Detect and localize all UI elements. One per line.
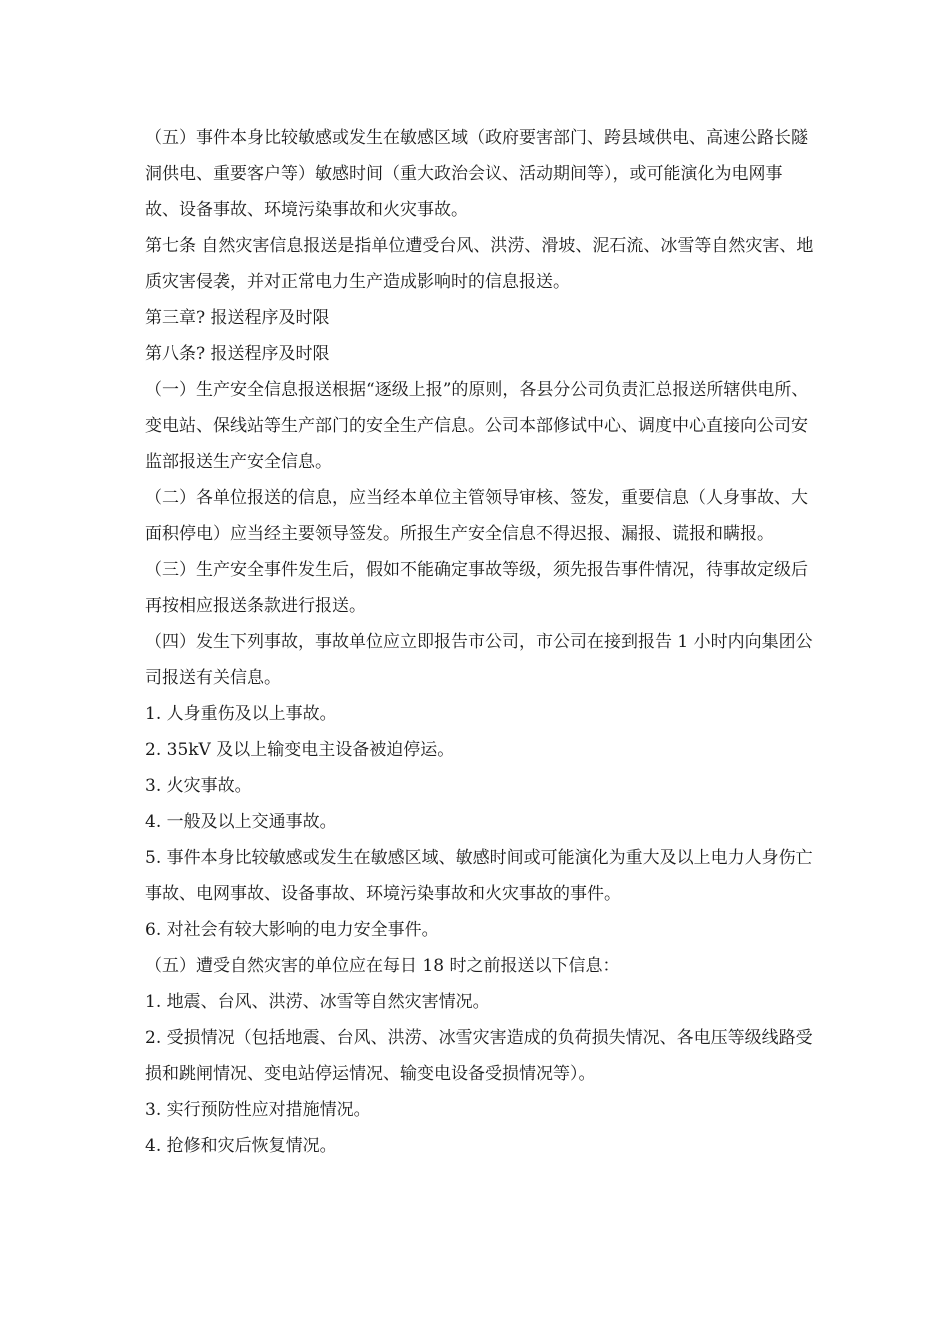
document-body <box>145 120 815 1164</box>
list-item: 1. 地震、台风、洪涝、冰雪等自然灾害情况。 <box>145 992 490 1012</box>
paragraph: （四）发生下列事故，事故单位应立即报告市公司，市公司在接到报告 1 小时内向集团公司报送有关信息。 <box>145 632 813 688</box>
list-item: 1. 人身重伤及以上事故。 <box>145 704 337 724</box>
list-item: 4. 一般及以上交通事故。 <box>145 812 337 832</box>
paragraph: （五）事件本身比较敏感或发生在敏感区域（政府要害部门、跨县域供电、高速公路长隧洞供电、重要客户等）敏感时间（重大政治会议、活动期间等），或可能演化为电网事故、设备事故、环境污染事故和火灾事故。 <box>145 128 808 220</box>
list-item: 3. 火灾事故。 <box>145 776 252 796</box>
list-item: 6. 对社会有较大影响的电力安全事件。 <box>145 920 439 940</box>
paragraph: （一）生产安全信息报送根据“逐级上报”的原则，各县分公司负责汇总报送所辖供电所、变电站、保线站等生产部门的安全生产信息。公司本部修试中心、调度中心直接向公司安监部报送生产安全信息。 <box>145 380 809 472</box>
list-item: 5. 事件本身比较敏感或发生在敏感区域、敏感时间或可能演化为重大及以上电力人身伤亡事故、电网事故、设备事故、环境污染事故和火灾事故的事件。 <box>145 848 813 904</box>
chapter-heading: 第三章? 报送程序及时限 <box>145 308 330 328</box>
article-heading: 第八条? 报送程序及时限 <box>145 344 330 364</box>
paragraph: 第七条 自然灾害信息报送是指单位遭受台风、洪涝、滑坡、泥石流、冰雪等自然灾害、地质灾害侵袭，并对正常电力生产造成影响时的信息报送。 <box>145 236 814 292</box>
paragraph: （三）生产安全事件发生后，假如不能确定事故等级，须先报告事件情况，待事故定级后再按相应报送条款进行报送。 <box>145 560 808 616</box>
list-item: 3. 实行预防性应对措施情况。 <box>145 1100 371 1120</box>
paragraph: （五）遭受自然灾害的单位应在每日 18 时之前报送以下信息： <box>145 956 620 976</box>
list-item: 2. 受损情况（包括地震、台风、洪涝、冰雪灾害造成的负荷损失情况、各电压等级线路受损和跳闸情况、变电站停运情况、输变电设备受损情况等）。 <box>145 1028 813 1084</box>
paragraph: （二）各单位报送的信息，应当经本单位主管领导审核、签发，重要信息（人身事故、大面积停电）应当经主要领导签发。所报生产安全信息不得迟报、漏报、谎报和瞒报。 <box>145 488 808 544</box>
list-item: 2. 35kV 及以上输变电主设备被迫停运。 <box>145 740 455 760</box>
list-item: 4. 抢修和灾后恢复情况。 <box>145 1136 337 1156</box>
